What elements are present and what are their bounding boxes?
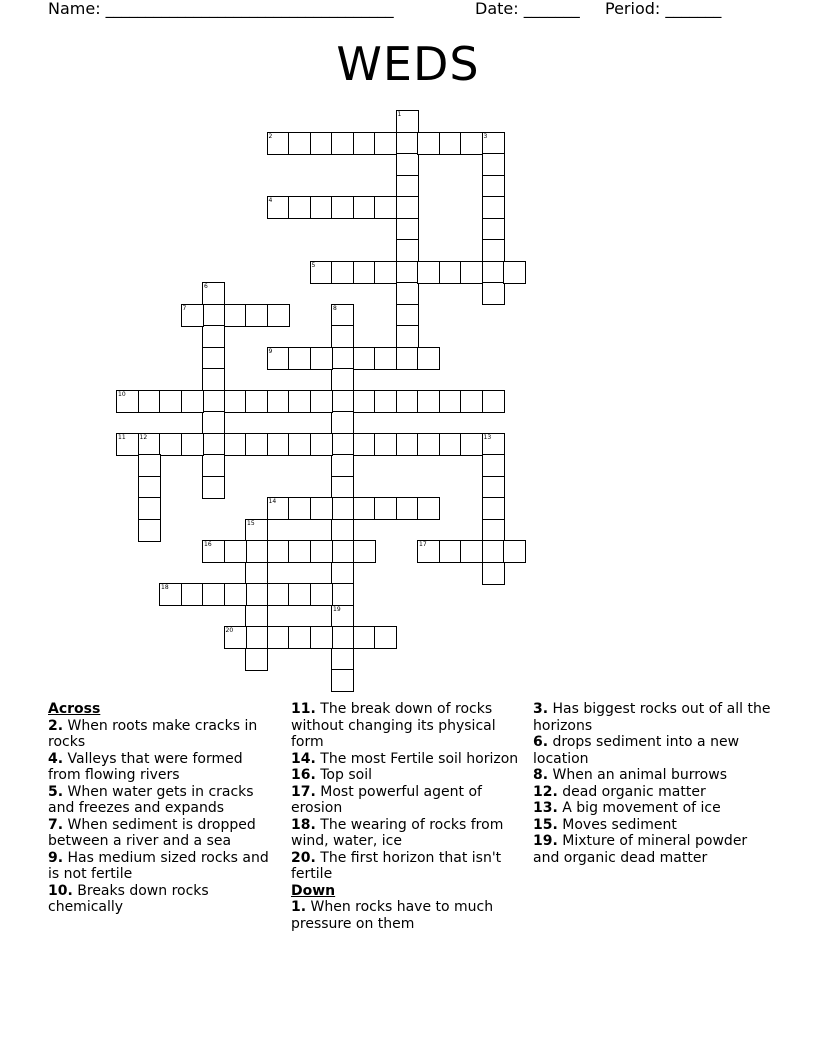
grid-cell[interactable] bbox=[482, 519, 505, 542]
across-clue: 16. Top soil bbox=[291, 767, 372, 783]
clue-number-label: 11 bbox=[118, 433, 126, 441]
down-clue: 8. When an animal burrows bbox=[533, 767, 727, 783]
grid-cell[interactable] bbox=[482, 261, 505, 284]
across-heading: Across bbox=[48, 701, 101, 717]
grid-cell[interactable] bbox=[460, 261, 483, 284]
grid-cell[interactable] bbox=[224, 626, 247, 649]
clue-number: 4. bbox=[48, 750, 64, 767]
clue-number: 10. bbox=[48, 882, 73, 899]
grid-cell[interactable] bbox=[331, 540, 354, 563]
grid-cell[interactable] bbox=[417, 132, 440, 155]
grid-cell[interactable] bbox=[310, 626, 333, 649]
clue-number-label: 13 bbox=[483, 433, 492, 441]
grid-cell[interactable] bbox=[202, 583, 225, 606]
grid-cell[interactable] bbox=[396, 325, 419, 348]
grid-cell[interactable] bbox=[245, 519, 268, 542]
grid-cell[interactable] bbox=[267, 196, 290, 219]
grid-cell[interactable] bbox=[331, 325, 354, 348]
clue-number-label: 14 bbox=[268, 498, 277, 505]
grid-cell[interactable] bbox=[245, 390, 268, 413]
grid-cell[interactable] bbox=[374, 626, 397, 649]
clue-number-label: 1 bbox=[397, 111, 402, 118]
grid-cell[interactable] bbox=[267, 132, 290, 155]
clue-number: 3. bbox=[533, 701, 549, 717]
grid-cell[interactable] bbox=[482, 239, 505, 262]
grid-cell[interactable] bbox=[331, 519, 354, 542]
grid-cell[interactable] bbox=[439, 132, 462, 155]
clue-number-label: 9 bbox=[268, 347, 273, 355]
grid-cell[interactable] bbox=[374, 132, 397, 155]
grid-cell[interactable] bbox=[353, 433, 376, 456]
grid-cell[interactable] bbox=[267, 583, 290, 606]
clue-number: 9. bbox=[48, 849, 64, 866]
grid-cell[interactable] bbox=[439, 540, 462, 563]
grid-cell[interactable] bbox=[138, 476, 161, 499]
grid-cell[interactable] bbox=[224, 390, 247, 413]
clue-number-label: 20 bbox=[225, 627, 234, 634]
grid-cell[interactable] bbox=[310, 132, 333, 155]
grid-cell[interactable] bbox=[159, 433, 182, 456]
grid-cell[interactable] bbox=[482, 282, 505, 305]
grid-cell[interactable] bbox=[202, 454, 225, 477]
clue-number: 7. bbox=[48, 816, 64, 833]
grid-cell[interactable] bbox=[482, 390, 505, 413]
grid-cell[interactable] bbox=[331, 368, 354, 391]
clues-column-3 bbox=[533, 701, 773, 866]
down-clue: 15. Moves sediment bbox=[533, 816, 677, 833]
across-clue: 7. When sediment is dropped between a river and a sea bbox=[48, 816, 256, 849]
grid-cell[interactable] bbox=[267, 626, 290, 649]
grid-cell[interactable] bbox=[159, 583, 182, 606]
grid-cell[interactable] bbox=[331, 196, 354, 219]
grid-cell[interactable] bbox=[482, 175, 505, 198]
across-clue: 10. Breaks down rocks chemically bbox=[48, 882, 209, 915]
grid-cell[interactable] bbox=[460, 132, 483, 155]
grid-cell[interactable] bbox=[396, 196, 419, 219]
clue-number-label: 6 bbox=[204, 283, 208, 290]
down-clue: 6. drops sediment into a new location bbox=[533, 734, 740, 767]
grid-cell[interactable] bbox=[288, 540, 311, 563]
grid-cell[interactable] bbox=[288, 132, 311, 155]
grid-cell[interactable] bbox=[331, 347, 354, 370]
grid-cell[interactable] bbox=[159, 390, 182, 413]
grid-cell[interactable] bbox=[202, 282, 225, 305]
grid-cell[interactable] bbox=[353, 261, 376, 284]
grid-cell[interactable] bbox=[374, 261, 397, 284]
grid-cell[interactable] bbox=[267, 497, 290, 520]
grid-cell[interactable] bbox=[310, 497, 333, 520]
grid-cell[interactable] bbox=[353, 390, 376, 413]
clue-number: 16. bbox=[291, 767, 316, 783]
grid-cell[interactable] bbox=[138, 454, 161, 477]
grid-cell[interactable] bbox=[374, 497, 397, 520]
grid-cell[interactable] bbox=[224, 583, 247, 606]
grid-cell[interactable] bbox=[396, 390, 419, 413]
grid-cell[interactable] bbox=[460, 390, 483, 413]
grid-cell[interactable] bbox=[181, 304, 204, 327]
across-clue: 17. Most powerful agent of erosion bbox=[291, 783, 482, 816]
clue-number: 6. bbox=[533, 734, 549, 750]
clue-number-label: 18 bbox=[161, 584, 169, 591]
puzzle-title: WEDS bbox=[336, 37, 480, 91]
clue-number: 17. bbox=[291, 783, 316, 800]
grid-cell[interactable] bbox=[353, 196, 376, 219]
grid-cell[interactable] bbox=[396, 239, 419, 262]
date-field[interactable]: Date: _______ bbox=[475, 0, 580, 18]
grid-cell[interactable] bbox=[288, 626, 311, 649]
grid-cell[interactable] bbox=[482, 562, 505, 585]
across-clue: 9. Has medium sized rocks and is not fertile bbox=[48, 849, 269, 882]
grid-cell[interactable] bbox=[245, 433, 268, 456]
grid-cell[interactable] bbox=[353, 497, 376, 520]
grid-cell[interactable] bbox=[202, 304, 225, 327]
across-clue: 18. The wearing of rocks from wind, water, ice bbox=[291, 816, 504, 849]
grid-cell[interactable] bbox=[288, 433, 311, 456]
across-clue: 11. The break down of rocks without changing its physical form bbox=[291, 701, 496, 750]
clues-column-1 bbox=[48, 701, 278, 916]
down-clue: 1. When rocks have to much pressure on them bbox=[291, 899, 494, 932]
grid-cell[interactable] bbox=[288, 196, 311, 219]
grid-cell[interactable] bbox=[138, 519, 161, 542]
grid-cell[interactable] bbox=[224, 433, 247, 456]
clue-number: 12. bbox=[533, 783, 558, 800]
across-clue: 2. When roots make cracks in rocks bbox=[48, 717, 258, 750]
grid-cell[interactable] bbox=[202, 325, 225, 348]
name-field[interactable]: Name: ____________________________________ bbox=[48, 0, 394, 18]
grid-cell[interactable] bbox=[310, 390, 333, 413]
grid-cell[interactable] bbox=[202, 540, 225, 563]
grid-cell[interactable] bbox=[396, 497, 419, 520]
across-clue: 20. The first horizon that isn't fertile bbox=[291, 849, 502, 882]
grid-cell[interactable] bbox=[245, 648, 268, 671]
grid-cell[interactable] bbox=[374, 196, 397, 219]
clue-number: 8. bbox=[533, 767, 549, 783]
grid-cell[interactable] bbox=[202, 390, 225, 413]
grid-cell[interactable] bbox=[310, 347, 333, 370]
grid-cell[interactable] bbox=[503, 261, 526, 284]
grid-cell[interactable] bbox=[396, 175, 419, 198]
grid-cell[interactable] bbox=[503, 540, 526, 563]
across-clue: 5. When water gets in cracks and freezes and expands bbox=[48, 783, 254, 816]
down-clue: 3. Has biggest rocks out of all the horizons bbox=[533, 701, 771, 734]
grid-cell[interactable] bbox=[331, 411, 354, 434]
grid-cell[interactable] bbox=[417, 390, 440, 413]
grid-cell[interactable] bbox=[396, 218, 419, 241]
grid-cell[interactable] bbox=[310, 540, 333, 563]
grid-cell[interactable] bbox=[439, 261, 462, 284]
clue-number: 14. bbox=[291, 750, 316, 767]
grid-cell[interactable] bbox=[331, 454, 354, 477]
grid-cell[interactable] bbox=[482, 196, 505, 219]
down-heading: Down bbox=[291, 882, 336, 899]
grid-cell[interactable] bbox=[396, 132, 419, 155]
grid-cell[interactable] bbox=[310, 261, 333, 284]
grid-cell[interactable] bbox=[310, 433, 333, 456]
clues-column-2 bbox=[291, 701, 523, 932]
grid-cell[interactable] bbox=[181, 390, 204, 413]
grid-cell[interactable] bbox=[353, 540, 376, 563]
grid-cell[interactable] bbox=[202, 476, 225, 499]
grid-cell[interactable] bbox=[245, 605, 268, 628]
grid-cell[interactable] bbox=[396, 153, 419, 176]
down-clue: 19. Mixture of mineral powder and organic dead matter bbox=[533, 833, 748, 866]
clue-number-label: 19 bbox=[333, 605, 341, 613]
grid-cell[interactable] bbox=[482, 540, 505, 563]
clue-number-label: 12 bbox=[139, 433, 148, 441]
clue-number-label: 8 bbox=[333, 304, 337, 312]
grid-cell[interactable] bbox=[439, 390, 462, 413]
grid-cell[interactable] bbox=[482, 497, 505, 520]
grid-cell[interactable] bbox=[224, 304, 247, 327]
grid-cell[interactable] bbox=[396, 282, 419, 305]
grid-cell[interactable] bbox=[331, 497, 354, 520]
grid-cell[interactable] bbox=[288, 347, 311, 370]
grid-cell[interactable] bbox=[482, 218, 505, 241]
grid-cell[interactable] bbox=[331, 261, 354, 284]
grid-cell[interactable] bbox=[460, 540, 483, 563]
grid-cell[interactable] bbox=[417, 261, 440, 284]
grid-cell[interactable] bbox=[116, 433, 139, 456]
grid-cell[interactable] bbox=[482, 433, 505, 456]
grid-cell[interactable] bbox=[181, 583, 204, 606]
down-clue: 12. dead organic matter bbox=[533, 783, 706, 800]
clue-number: 5. bbox=[48, 783, 64, 800]
clue-number: 1. bbox=[291, 899, 307, 915]
down-clue: 13. A big movement of ice bbox=[533, 800, 721, 816]
grid-cell[interactable] bbox=[374, 347, 397, 370]
grid-cell[interactable] bbox=[396, 347, 419, 370]
grid-cell[interactable] bbox=[353, 132, 376, 155]
grid-cell[interactable] bbox=[482, 476, 505, 499]
clue-number: 18. bbox=[291, 816, 316, 833]
clue-number-label: 2 bbox=[268, 132, 273, 140]
grid-cell[interactable] bbox=[267, 540, 290, 563]
across-clue: 14. The most Fertile soil horizon bbox=[291, 750, 519, 767]
grid-cell[interactable] bbox=[181, 433, 204, 456]
grid-cell[interactable] bbox=[396, 304, 419, 327]
grid-cell[interactable] bbox=[245, 304, 268, 327]
grid-cell[interactable] bbox=[331, 390, 354, 413]
grid-cell[interactable] bbox=[245, 540, 268, 563]
grid-cell[interactable] bbox=[331, 669, 354, 692]
grid-cell[interactable] bbox=[331, 132, 354, 155]
grid-cell[interactable] bbox=[482, 153, 505, 176]
clue-number: 13. bbox=[533, 800, 558, 816]
grid-cell[interactable] bbox=[396, 261, 419, 284]
clue-number: 19. bbox=[533, 833, 558, 849]
clue-number: 11. bbox=[291, 701, 316, 717]
grid-cell[interactable] bbox=[267, 347, 290, 370]
grid-cell[interactable] bbox=[202, 347, 225, 370]
clue-number-label: 17 bbox=[419, 541, 427, 548]
grid-cell[interactable] bbox=[460, 433, 483, 456]
grid-cell[interactable] bbox=[202, 368, 225, 391]
grid-cell[interactable] bbox=[331, 304, 354, 327]
grid-cell[interactable] bbox=[288, 390, 311, 413]
grid-cell[interactable] bbox=[224, 540, 247, 563]
grid-cell[interactable] bbox=[353, 626, 376, 649]
grid-cell[interactable] bbox=[417, 540, 440, 563]
grid-cell[interactable] bbox=[417, 497, 440, 520]
grid-cell[interactable] bbox=[267, 390, 290, 413]
grid-cell[interactable] bbox=[245, 583, 268, 606]
grid-cell[interactable] bbox=[138, 497, 161, 520]
grid-cell[interactable] bbox=[202, 411, 225, 434]
grid-cell[interactable] bbox=[396, 110, 419, 133]
grid-cell[interactable] bbox=[374, 433, 397, 456]
grid-cell[interactable] bbox=[116, 390, 139, 413]
grid-cell[interactable] bbox=[417, 433, 440, 456]
grid-cell[interactable] bbox=[331, 433, 354, 456]
grid-cell[interactable] bbox=[138, 390, 161, 413]
grid-cell[interactable] bbox=[331, 476, 354, 499]
clue-number: 2. bbox=[48, 717, 64, 734]
clue-number: 15. bbox=[533, 816, 558, 833]
clue-number-label: 3 bbox=[483, 132, 488, 140]
grid-cell[interactable] bbox=[310, 583, 333, 606]
clue-number-label: 5 bbox=[311, 261, 316, 269]
grid-cell[interactable] bbox=[331, 648, 354, 671]
grid-cell[interactable] bbox=[267, 433, 290, 456]
grid-cell[interactable] bbox=[310, 196, 333, 219]
grid-cell[interactable] bbox=[245, 626, 268, 649]
grid-cell[interactable] bbox=[245, 562, 268, 585]
grid-cell[interactable] bbox=[396, 433, 419, 456]
grid-cell[interactable] bbox=[331, 605, 354, 628]
grid-cell[interactable] bbox=[202, 433, 225, 456]
clue-number-label: 10 bbox=[118, 390, 126, 398]
across-clue: 4. Valleys that were formed from flowing rivers bbox=[48, 750, 243, 783]
grid-cell[interactable] bbox=[288, 497, 311, 520]
grid-cell[interactable] bbox=[417, 347, 440, 370]
clue-number-label: 16 bbox=[204, 541, 212, 548]
grid-cell[interactable] bbox=[267, 304, 290, 327]
clue-number-label: 15 bbox=[247, 519, 255, 527]
grid-cell[interactable] bbox=[288, 583, 311, 606]
grid-cell[interactable] bbox=[374, 390, 397, 413]
grid-cell[interactable] bbox=[331, 626, 354, 649]
clue-number-label: 4 bbox=[268, 197, 273, 204]
grid-cell[interactable] bbox=[331, 583, 354, 606]
grid-cell[interactable] bbox=[439, 433, 462, 456]
clue-number-label: 7 bbox=[182, 304, 187, 312]
period-field[interactable]: Period: _______ bbox=[605, 0, 722, 18]
grid-cell[interactable] bbox=[482, 454, 505, 477]
grid-cell[interactable] bbox=[482, 132, 505, 155]
clue-number: 20. bbox=[291, 849, 316, 866]
grid-cell[interactable] bbox=[353, 347, 376, 370]
grid-cell[interactable] bbox=[138, 433, 161, 456]
grid-cell[interactable] bbox=[331, 562, 354, 585]
